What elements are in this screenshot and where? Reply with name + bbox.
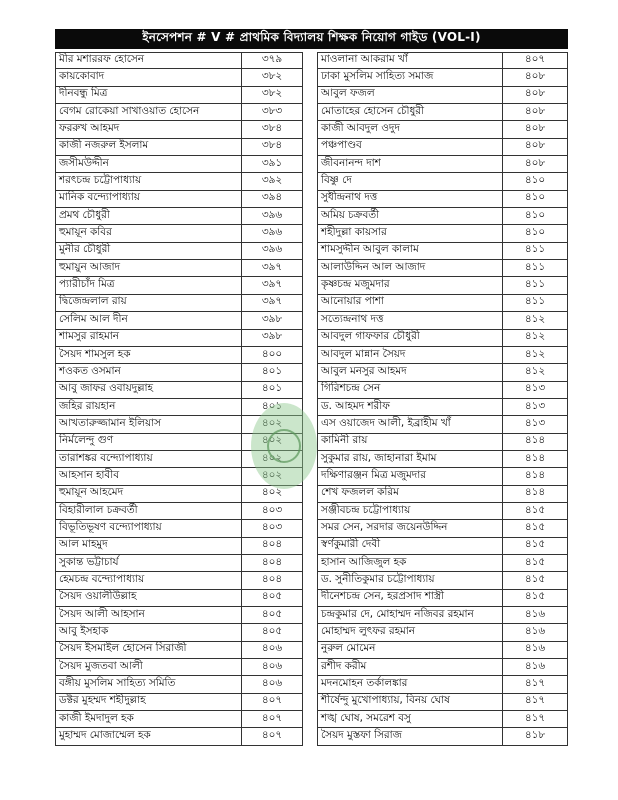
table-row xyxy=(317,434,568,451)
topic-name: কৃষ্ণচন্দ্র মজুমদার xyxy=(317,276,502,294)
table-row xyxy=(55,295,303,312)
table-row xyxy=(317,399,568,416)
table-row xyxy=(317,572,568,589)
page-number: ৩৯৭ xyxy=(241,276,303,294)
table-row xyxy=(55,173,303,190)
topic-name: সঞ্জীবচন্দ্র চট্টোপাধ্যায় xyxy=(317,502,502,520)
table-row xyxy=(55,347,303,364)
page-number: ৪০৬ xyxy=(241,675,303,693)
table-row xyxy=(317,590,568,607)
table-row xyxy=(55,520,303,537)
topic-name: বঙ্গীয় মুসলিম সাহিত্য সমিতি xyxy=(55,675,241,693)
table-row xyxy=(317,607,568,624)
table-row xyxy=(55,486,303,503)
page-number: ৪১৮ xyxy=(502,727,568,745)
topic-name: মুহাম্মদ মোজাম্মেল হক xyxy=(55,727,241,745)
table-row xyxy=(317,139,568,156)
page-number: ৪০৫ xyxy=(241,589,303,607)
page-number: ৪১৬ xyxy=(502,606,568,624)
page-number: ৪০৮ xyxy=(502,86,568,104)
page-number: ৪১৫ xyxy=(502,571,568,589)
page-title: ইনসেপশন # V # প্রাথমিক বিদ্যালয় শিক্ষক নিয়োগ গাইড (VOL-I) xyxy=(55,29,568,49)
topic-name: ঢাকা মুসলিম সাহিত্য সমাজ xyxy=(317,68,502,86)
page-number: ৪১৬ xyxy=(502,641,568,659)
page-number: ৪০১ xyxy=(241,363,303,381)
topic-name: ডক্টর মুহম্মদ শহীদুল্লাহ xyxy=(55,693,241,711)
page-number: ৪১৩ xyxy=(502,415,568,433)
page-number: ৪০২ xyxy=(241,415,303,433)
page-number: ৪১২ xyxy=(502,346,568,364)
table-row xyxy=(317,416,568,433)
table-row xyxy=(317,711,568,728)
topic-name: ড. আহমদ শরীফ xyxy=(317,398,502,416)
table-row xyxy=(55,225,303,242)
page-number: ৪১১ xyxy=(502,242,568,260)
page-number: ৪১৭ xyxy=(502,710,568,728)
topic-name: মদনমোহন তর্কালঙ্কার xyxy=(317,675,502,693)
table-row xyxy=(317,104,568,121)
topic-name: শহীদুল্লা কায়সার xyxy=(317,224,502,242)
topic-name: রশীদ করীম xyxy=(317,658,502,676)
table-row xyxy=(317,676,568,693)
table-row xyxy=(317,243,568,260)
table-row xyxy=(55,330,303,347)
table-row xyxy=(55,555,303,572)
topic-name: হেমচন্দ্র বন্দ্যোপাধ্যায় xyxy=(55,571,241,589)
topic-name: সত্যেন্দ্রনাথ দত্ত xyxy=(317,311,502,329)
topic-name: মানিক বন্দ্যোপাধ্যায় xyxy=(55,190,241,208)
page-number: ৪১০ xyxy=(502,224,568,242)
page-number: ৪১২ xyxy=(502,363,568,381)
topic-name: শামসুর রাহমান xyxy=(55,329,241,347)
topic-name: শীর্ষেন্দু মুখোপাধ্যায়, বিনয় ঘোষ xyxy=(317,693,502,711)
topic-name: অমিয় চক্রবর্তী xyxy=(317,207,502,225)
topic-name: দক্ষিণারঞ্জন মিত্র মজুমদার xyxy=(317,467,502,485)
table-row xyxy=(317,468,568,485)
table-row xyxy=(317,451,568,468)
table-row xyxy=(317,659,568,676)
page-number: ৪০৫ xyxy=(241,606,303,624)
table-row xyxy=(55,624,303,641)
table-row xyxy=(55,104,303,121)
table-row xyxy=(55,538,303,555)
table-row xyxy=(55,260,303,277)
topic-name: মোহাম্মদ লুৎফর রহমান xyxy=(317,623,502,641)
table-row xyxy=(55,139,303,156)
topic-name: হাসান আজিজুল হক xyxy=(317,554,502,572)
page-number: ৪০৩ xyxy=(241,519,303,537)
page-number: ৩৮৪ xyxy=(241,138,303,156)
page-number: ৪০২ xyxy=(241,467,303,485)
watermark-logo xyxy=(251,403,317,489)
watermark-emblem-icon xyxy=(267,429,301,463)
table-row xyxy=(317,520,568,537)
table-row xyxy=(317,121,568,138)
page-number: ৪১৫ xyxy=(502,502,568,520)
page-number: ৩৯৮ xyxy=(241,329,303,347)
table-row xyxy=(55,121,303,138)
table-row xyxy=(317,538,568,555)
page-number: ৪০১ xyxy=(241,381,303,399)
table-row xyxy=(55,87,303,104)
page-number: ৪০৪ xyxy=(241,554,303,572)
page-number: ৪০৮ xyxy=(502,68,568,86)
page-number: ৪১১ xyxy=(502,276,568,294)
page-number: ৪০৫ xyxy=(241,623,303,641)
page-number: ৪০৬ xyxy=(241,641,303,659)
page-number: ৪০৭ xyxy=(502,52,568,69)
page-number: ৪১২ xyxy=(502,311,568,329)
topic-name: হুমায়ূন আহমেদ xyxy=(55,485,241,503)
page-number: ৪১১ xyxy=(502,294,568,312)
topic-name: সমর সেন, সরদার জয়েনউদ্দিন xyxy=(317,519,502,537)
topic-name: কাজী ইমদাদুল হক xyxy=(55,710,241,728)
page-number: ৩৮৩ xyxy=(241,103,303,121)
topic-name: গিরিশচন্দ্র সেন xyxy=(317,381,502,399)
page-number: ৪১৫ xyxy=(502,519,568,537)
page-number: ৪০৪ xyxy=(241,571,303,589)
topic-name: শেখ ফজলল করিম xyxy=(317,485,502,503)
page-number: ৪০২ xyxy=(241,433,303,451)
topic-name: হুমায়ূন কবির xyxy=(55,224,241,242)
page-number: ৪০৪ xyxy=(241,537,303,555)
table-row xyxy=(317,208,568,225)
table-row xyxy=(317,191,568,208)
table-row xyxy=(317,347,568,364)
page-number: ৩৯৭ xyxy=(241,259,303,277)
topic-name: সৈয়দ মুস্তফা সিরাজ xyxy=(317,727,502,745)
page-number: ৩৯৬ xyxy=(241,224,303,242)
page-number: ৪১০ xyxy=(502,172,568,190)
page-number: ৩৮২ xyxy=(241,68,303,86)
topic-name: শামসুদ্দীন আবুল কালাম xyxy=(317,242,502,260)
table-row xyxy=(317,173,568,190)
topic-name: তারাশঙ্কর বন্দ্যোপাধ্যায় xyxy=(55,450,241,468)
topic-name: আনোয়ার পাশা xyxy=(317,294,502,312)
page-number: ৩৯১ xyxy=(241,155,303,173)
table-row xyxy=(317,642,568,659)
topic-name: সৈয়দ ওয়ালীউল্লাহ xyxy=(55,589,241,607)
table-row xyxy=(317,728,568,745)
topic-name: শঙ্খ ঘোষ, সমরেশ বসু xyxy=(317,710,502,728)
table-row xyxy=(55,364,303,381)
topic-name: আখতারুজ্জামান ইলিয়াস xyxy=(55,415,241,433)
topic-name: আল মাহমুদ xyxy=(55,537,241,555)
topic-name: সৈয়দ আলী আহসান xyxy=(55,606,241,624)
table-row xyxy=(55,694,303,711)
table-row xyxy=(55,590,303,607)
page-number: ৪০৭ xyxy=(241,710,303,728)
page-number: ৪১০ xyxy=(502,207,568,225)
table-row xyxy=(55,572,303,589)
left-column-table xyxy=(55,52,303,746)
table-row xyxy=(55,711,303,728)
topic-name: আবদুল মান্নান সৈয়দ xyxy=(317,346,502,364)
topic-name: ফররুখ আহমদ xyxy=(55,120,241,138)
table-row xyxy=(317,69,568,86)
table-row xyxy=(317,312,568,329)
table-row xyxy=(55,191,303,208)
page-number: ৩৮৪ xyxy=(241,120,303,138)
page-number: ৪০৩ xyxy=(241,502,303,520)
table-row xyxy=(317,295,568,312)
topic-name: জীবনানন্দ দাশ xyxy=(317,155,502,173)
table-row xyxy=(55,503,303,520)
topic-name: সৈয়দ ইসমাইল হোসেন সিরাজী xyxy=(55,641,241,659)
topic-name: জহির রায়হান xyxy=(55,398,241,416)
topic-name: মুনীর চৌধুরী xyxy=(55,242,241,260)
topic-name: দীনবন্ধু মিত্র xyxy=(55,86,241,104)
page-number: ৩৯৭ xyxy=(241,294,303,312)
page-number: ৪০৭ xyxy=(241,693,303,711)
page-number: ৩৯৬ xyxy=(241,242,303,260)
topic-name: নুরুল মোমেন xyxy=(317,641,502,659)
page-number: ৪১৫ xyxy=(502,537,568,555)
page-number: ৪০১ xyxy=(241,398,303,416)
topic-name: মীর মশাররফ হোসেন xyxy=(55,52,241,69)
page-number: ৩৯৬ xyxy=(241,207,303,225)
topic-name: কায়কোবাদ xyxy=(55,68,241,86)
table-row xyxy=(317,156,568,173)
table-row xyxy=(55,243,303,260)
table-row xyxy=(55,728,303,745)
table-row xyxy=(317,382,568,399)
topic-name: দীনেশচন্দ্র সেন, হরপ্রসাদ শাস্ত্রী xyxy=(317,589,502,607)
topic-name: কামিনী রায় xyxy=(317,433,502,451)
topic-name: ড. সুনীতিকুমার চট্টোপাধ্যায় xyxy=(317,571,502,589)
page-number: ৩৯৮ xyxy=(241,311,303,329)
page-number: ৪১৭ xyxy=(502,693,568,711)
table-row xyxy=(317,694,568,711)
page-number: ৪০৮ xyxy=(502,138,568,156)
table-row xyxy=(55,659,303,676)
topic-name: চন্দ্রকুমার দে, মোহাম্মদ নজিবর রহমান xyxy=(317,606,502,624)
page-number: ৪০৭ xyxy=(241,727,303,745)
topic-name: কাজী আবদুল ওদুদ xyxy=(317,120,502,138)
topic-name: স্বর্ণকুমারী দেবী xyxy=(317,537,502,555)
topic-name: সৈয়দ শামসুল হক xyxy=(55,346,241,364)
topic-name: নির্মলেন্দু গুণ xyxy=(55,433,241,451)
table-row xyxy=(55,676,303,693)
table-row xyxy=(55,156,303,173)
page-number: ৪১৪ xyxy=(502,433,568,451)
topic-name: সেলিম আল দীন xyxy=(55,311,241,329)
topic-name: কাজী নজরুল ইসলাম xyxy=(55,138,241,156)
page-number: ৪০২ xyxy=(241,450,303,468)
table-row xyxy=(317,225,568,242)
table-row xyxy=(317,277,568,294)
table-row xyxy=(55,208,303,225)
topic-name: প্রমথ চৌধুরী xyxy=(55,207,241,225)
page-number: ৪০০ xyxy=(241,346,303,364)
page-number: ৪১১ xyxy=(502,259,568,277)
page-number: ৩৯২ xyxy=(241,172,303,190)
page-number: ৪১৬ xyxy=(502,623,568,641)
table-row xyxy=(317,52,568,69)
topic-name: আবুল মনসুর আহমদ xyxy=(317,363,502,381)
page-number: ৩৭৯ xyxy=(241,52,303,69)
topic-name: মাওলানা আকরাম খাঁ xyxy=(317,52,502,69)
page-number: ৪০৮ xyxy=(502,155,568,173)
table-row xyxy=(317,503,568,520)
topic-name: এস ওয়াজেদ আলী, ইব্রাহীম খাঁ xyxy=(317,415,502,433)
topic-name: হুমায়ুন আজাদ xyxy=(55,259,241,277)
topic-name: পঞ্চপাণ্ডব xyxy=(317,138,502,156)
topic-name: সুধীন্দ্রনাথ দত্ত xyxy=(317,190,502,208)
table-row xyxy=(55,382,303,399)
table-row xyxy=(55,277,303,294)
table-row xyxy=(317,555,568,572)
table-row xyxy=(317,486,568,503)
page-number: ৪০৮ xyxy=(502,120,568,138)
page-number: ৪০৬ xyxy=(241,658,303,676)
page-number: ৪১৪ xyxy=(502,467,568,485)
page-number: ৪১৩ xyxy=(502,381,568,399)
page-number: ৪১৩ xyxy=(502,398,568,416)
topic-name: আবুল ফজল xyxy=(317,86,502,104)
table-row xyxy=(317,364,568,381)
page-number: ৪১০ xyxy=(502,190,568,208)
page-number: ৩৮২ xyxy=(241,86,303,104)
page-number: ৪০২ xyxy=(241,485,303,503)
topic-name: জসীমউদ্দীন xyxy=(55,155,241,173)
topic-name: আহসান হাবীব xyxy=(55,467,241,485)
topic-name: বিষ্ণু দে xyxy=(317,172,502,190)
table-row xyxy=(317,87,568,104)
table-row xyxy=(317,260,568,277)
table-row xyxy=(55,312,303,329)
topic-name: বেগম রোকেয়া সাখাওয়াত হোসেন xyxy=(55,103,241,121)
right-column-table xyxy=(317,52,568,746)
table-row xyxy=(55,642,303,659)
topic-name: শওকত ওসমান xyxy=(55,363,241,381)
table-row xyxy=(55,69,303,86)
table-row xyxy=(55,607,303,624)
topic-name: প্যারীচাঁদ মিত্র xyxy=(55,276,241,294)
table-row xyxy=(55,52,303,69)
page-number: ৪১৪ xyxy=(502,485,568,503)
page-number: ৪১৫ xyxy=(502,554,568,572)
page-number: ৪১৫ xyxy=(502,589,568,607)
page-number: ৪১৭ xyxy=(502,675,568,693)
topic-name: সুকান্ত ভট্টাচার্য xyxy=(55,554,241,572)
topic-name: দ্বিজেন্দ্রলাল রায় xyxy=(55,294,241,312)
page-number: ৪০৮ xyxy=(502,103,568,121)
topic-name: বিহারীলাল চক্রবর্তী xyxy=(55,502,241,520)
topic-name: শরৎচন্দ্র চট্টোপাধ্যায় xyxy=(55,172,241,190)
page-number: ৪১৪ xyxy=(502,450,568,468)
table-row xyxy=(317,624,568,641)
topic-name: সুকুমার রায়, জাহানারা ইমাম xyxy=(317,450,502,468)
topic-name: আবু জাফর ওবায়দুল্লাহ xyxy=(55,381,241,399)
topic-name: মোতাহের হোসেন চৌধুরী xyxy=(317,103,502,121)
page-number: ৪১৬ xyxy=(502,658,568,676)
topic-name: সৈয়দ মুজতবা আলী xyxy=(55,658,241,676)
topic-name: আবদুল গাফফার চৌধুরী xyxy=(317,329,502,347)
topic-name: আবু ইসহাক xyxy=(55,623,241,641)
page-number: ৪১২ xyxy=(502,329,568,347)
page-number: ৩৯৪ xyxy=(241,190,303,208)
table-row xyxy=(317,330,568,347)
topic-name: আলাউদ্দিন আল আজাদ xyxy=(317,259,502,277)
topic-name: বিভূতিভূষণ বন্দ্যোপাধ্যায় xyxy=(55,519,241,537)
